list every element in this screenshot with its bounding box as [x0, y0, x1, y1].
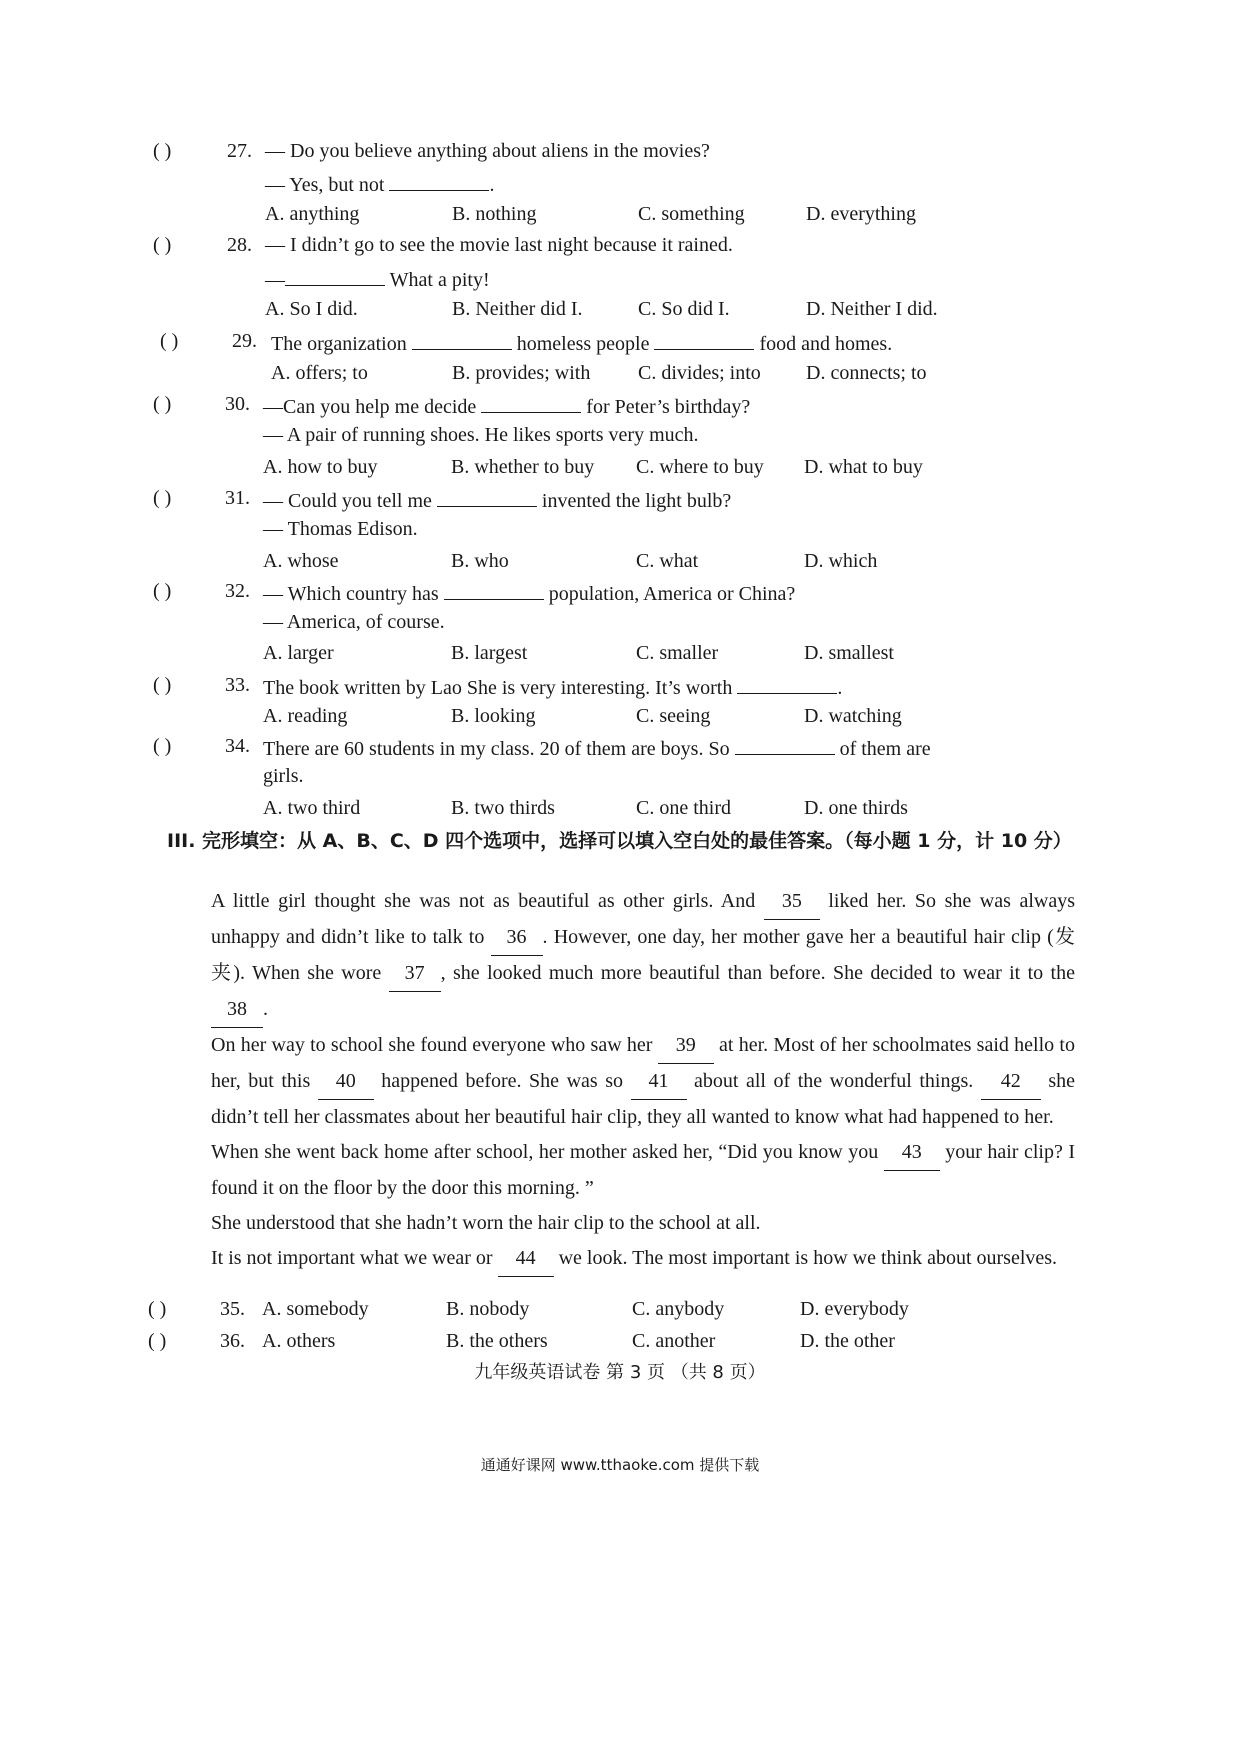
section-heading: III. 完形填空：从 A、B、C、D 四个选项中，选择可以填入空白处的最佳答案。（每小题 1 分，计 10 分） — [167, 830, 1072, 852]
option-a: A. larger — [263, 642, 334, 664]
question-number: 32. — [225, 580, 250, 602]
numbered-blank: 37 — [389, 956, 441, 992]
option-d: D. everything — [806, 203, 916, 225]
option-b: B. two thirds — [451, 797, 555, 819]
question-stem: —Can you help me decide for Peter’s birthday? — [263, 392, 750, 419]
option-c: C. anybody — [632, 1298, 725, 1320]
question-number: 27. — [227, 140, 252, 162]
cloze-passage — [167, 884, 1075, 1277]
question-stem: — Could you tell me invented the light bulb? — [263, 486, 731, 513]
numbered-blank: 39 — [658, 1028, 714, 1064]
option-a: A. So I did. — [265, 298, 358, 320]
option-b: B. who — [451, 550, 509, 572]
question-number: 28. — [227, 234, 252, 256]
question-stem: The book written by Lao She is very interesting. It’s worth . — [263, 673, 842, 700]
fill-blank — [654, 329, 754, 350]
question-stem: — I didn’t go to see the movie last night because it rained. — [265, 234, 733, 256]
question-number: 36. — [220, 1330, 245, 1352]
passage-paragraph-2: On her way to school she found everyone who saw her 39 at her. Most of her schoolmates said hello to her, but this 40 happened before. She was so 41 about all of the wonderful things. 42 she didn’t tell her classmates about her beautiful hair clip, they all wanted to know what had happened to her. — [167, 1028, 1075, 1135]
option-c: C. seeing — [636, 705, 711, 727]
option-b: B. looking — [451, 705, 536, 727]
answer-paren: ( ) — [153, 140, 172, 162]
answer-paren: ( ) — [153, 487, 172, 509]
option-d: D. smallest — [804, 642, 894, 664]
option-d: D. what to buy — [804, 456, 923, 478]
question-reply: — A pair of running shoes. He likes sports very much. — [263, 424, 699, 446]
question-stem: There are 60 students in my class. 20 of them are boys. So of them are — [263, 734, 931, 761]
question-reply: — Thomas Edison. — [263, 518, 418, 540]
question-stem: — Which country has population, America or China? — [263, 579, 795, 606]
option-a: A. somebody — [262, 1298, 369, 1320]
question-reply: — Yes, but not . — [265, 170, 494, 197]
fill-blank — [737, 673, 837, 694]
numbered-blank: 35 — [764, 884, 820, 920]
numbered-blank: 42 — [981, 1064, 1041, 1100]
option-a: A. reading — [263, 705, 348, 727]
download-credit: 通通好课网 www.tthaoke.com 提供下载 — [480, 1456, 760, 1474]
option-d: D. watching — [804, 705, 902, 727]
option-d: D. one thirds — [804, 797, 908, 819]
fill-blank — [444, 579, 544, 600]
answer-paren: ( ) — [153, 234, 172, 256]
question-stem: The organization homeless people food and homes. — [271, 329, 892, 356]
numbered-blank: 40 — [318, 1064, 374, 1100]
answer-paren: ( ) — [153, 393, 172, 415]
option-b: B. nobody — [446, 1298, 530, 1320]
option-a: A. offers; to — [271, 362, 368, 384]
question-number: 29. — [232, 330, 257, 352]
option-c: C. So did I. — [638, 298, 730, 320]
passage-paragraph-3: When she went back home after school, her mother asked her, “Did you know you 43 your hair clip? I found it on the floor by the door this morning. ” — [167, 1135, 1075, 1206]
option-b: B. provides; with — [452, 362, 591, 384]
question-reply: — America, of course. — [263, 611, 445, 633]
option-c: C. one third — [636, 797, 731, 819]
passage-paragraph-4: She understood that she hadn’t worn the hair clip to the school at all. — [211, 1212, 761, 1234]
option-c: C. what — [636, 550, 699, 572]
numbered-blank: 36 — [491, 920, 543, 956]
option-b: B. whether to buy — [451, 456, 595, 478]
page-footer: 九年级英语试卷 第 3 页 （共 8 页） — [474, 1362, 766, 1383]
answer-paren: ( ) — [148, 1330, 167, 1352]
fill-blank — [389, 170, 489, 191]
question-number: 30. — [225, 393, 250, 415]
option-d: D. connects; to — [806, 362, 927, 384]
answer-paren: ( ) — [153, 735, 172, 757]
option-d: D. everybody — [800, 1298, 909, 1320]
fill-blank — [735, 734, 835, 755]
option-d: D. Neither I did. — [806, 298, 938, 320]
option-c: C. divides; into — [638, 362, 761, 384]
fill-blank — [481, 392, 581, 413]
answer-paren: ( ) — [148, 1298, 167, 1320]
question-reply: — What a pity! — [265, 265, 490, 292]
numbered-blank: 38 — [211, 992, 263, 1028]
numbered-blank: 44 — [498, 1241, 554, 1277]
answer-paren: ( ) — [160, 330, 179, 352]
question-number: 31. — [225, 487, 250, 509]
fill-blank — [437, 486, 537, 507]
question-stem: — Do you believe anything about aliens in the movies? — [265, 140, 710, 162]
option-c: C. where to buy — [636, 456, 764, 478]
question-number: 33. — [225, 674, 250, 696]
numbered-blank: 41 — [631, 1064, 687, 1100]
answer-paren: ( ) — [153, 580, 172, 602]
option-b: B. the others — [446, 1330, 548, 1352]
fill-blank — [285, 265, 385, 286]
passage-paragraph-1: A little girl thought she was not as beautiful as other girls. And 35 liked her. So she was always unhappy and didn’t like to talk to 36 . However, one day, her mother gave her a beautiful hair clip (发夹). When she wore 37 , she looked much more beautiful than before. She decided to wear it to the 38 . — [167, 884, 1075, 1028]
fill-blank — [412, 329, 512, 350]
option-a: A. others — [262, 1330, 336, 1352]
question-number: 35. — [220, 1298, 245, 1320]
option-d: D. which — [804, 550, 878, 572]
option-a: A. two third — [263, 797, 361, 819]
question-stem-continued: girls. — [263, 765, 304, 787]
question-number: 34. — [225, 735, 250, 757]
option-a: A. whose — [263, 550, 339, 572]
option-a: A. anything — [265, 203, 360, 225]
option-b: B. largest — [451, 642, 528, 664]
answer-paren: ( ) — [153, 674, 172, 696]
option-c: C. smaller — [636, 642, 719, 664]
option-c: C. another — [632, 1330, 716, 1352]
numbered-blank: 43 — [884, 1135, 940, 1171]
option-c: C. something — [638, 203, 745, 225]
passage-paragraph-5: It is not important what we wear or 44 we look. The most important is how we think about ourselves. — [167, 1241, 1075, 1277]
option-d: D. the other — [800, 1330, 895, 1352]
option-a: A. how to buy — [263, 456, 378, 478]
option-b: B. nothing — [452, 203, 537, 225]
option-b: B. Neither did I. — [452, 298, 583, 320]
